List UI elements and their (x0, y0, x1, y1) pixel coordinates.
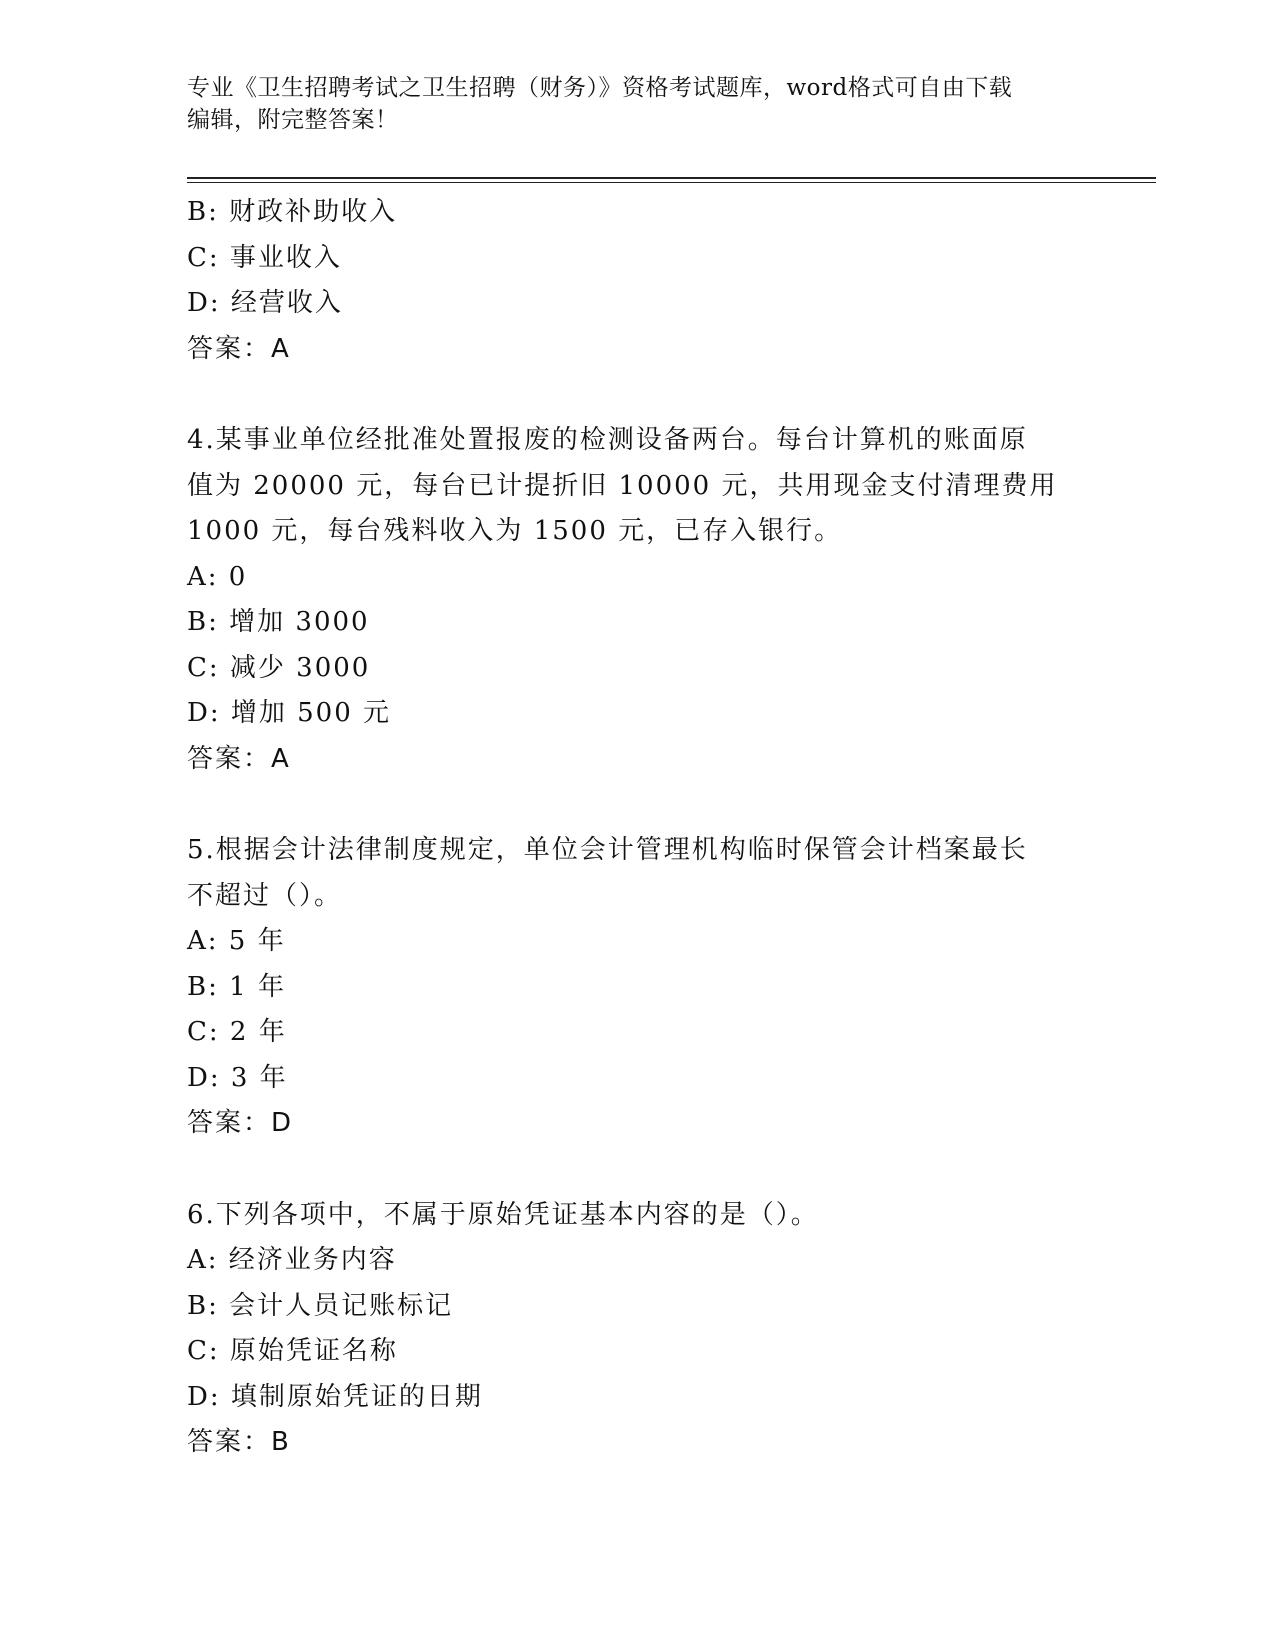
question-6 (187, 1193, 1087, 1466)
option-d: D: 填制原始凭证的日期 (187, 1381, 483, 1412)
option-a: A: 0 (187, 561, 248, 592)
answer: 答案：A (187, 333, 291, 364)
header-line-2: 编辑，附完整答案！ (187, 107, 399, 133)
option-b: B: 财政补助收入 (187, 197, 398, 227)
header-line-1: 专业《卫生招聘考试之卫生招聘（财务）》资格考试题库，word格式可自由下载 (187, 75, 1013, 101)
option-d: D: 经营收入 (187, 288, 343, 318)
question-stem-line: 4.某事业单位经批准处置报废的检测设备两台。每台计算机的账面原 (187, 425, 1028, 455)
question-stem-line: 1000 元，每台残料收入为 1500 元，已存入银行。 (187, 516, 843, 546)
question-stem-line: 6.下列各项中，不属于原始凭证基本内容的是（）。 (187, 1199, 819, 1230)
question-3-tail (187, 190, 1087, 372)
document-header (187, 72, 1067, 136)
question-stem-line: 5.根据会计法律制度规定，单位会计管理机构临时保管会计档案最长 (187, 835, 1028, 865)
question-stem-line: 值为 20000 元，每台已计提折旧 10000 元，共用现金支付清理费用 (187, 470, 1058, 501)
option-a: A: 经济业务内容 (187, 1245, 397, 1275)
option-d: D: 3 年 (187, 1062, 288, 1093)
option-b: B: 1 年 (187, 971, 286, 1002)
option-d: D: 增加 500 元 (187, 698, 392, 728)
answer: 答案：D (187, 1108, 294, 1138)
header-rule-thin (187, 182, 1156, 183)
question-4 (187, 418, 1087, 782)
header-rule-thick (187, 177, 1156, 179)
option-c: C: 减少 3000 (187, 652, 371, 683)
option-c: C: 原始凭证名称 (187, 1336, 398, 1366)
question-5 (187, 828, 1087, 1147)
document-body (187, 190, 1087, 1466)
answer: 答案：A (187, 743, 291, 774)
answer: 答案：B (187, 1427, 291, 1457)
option-a: A: 5 年 (187, 926, 286, 956)
option-c: C: 2 年 (187, 1017, 287, 1047)
option-b: B: 会计人员记账标记 (187, 1290, 454, 1321)
option-c: C: 事业收入 (187, 242, 342, 273)
option-b: B: 增加 3000 (187, 607, 370, 637)
question-stem-line: 不超过（）。 (187, 880, 343, 911)
